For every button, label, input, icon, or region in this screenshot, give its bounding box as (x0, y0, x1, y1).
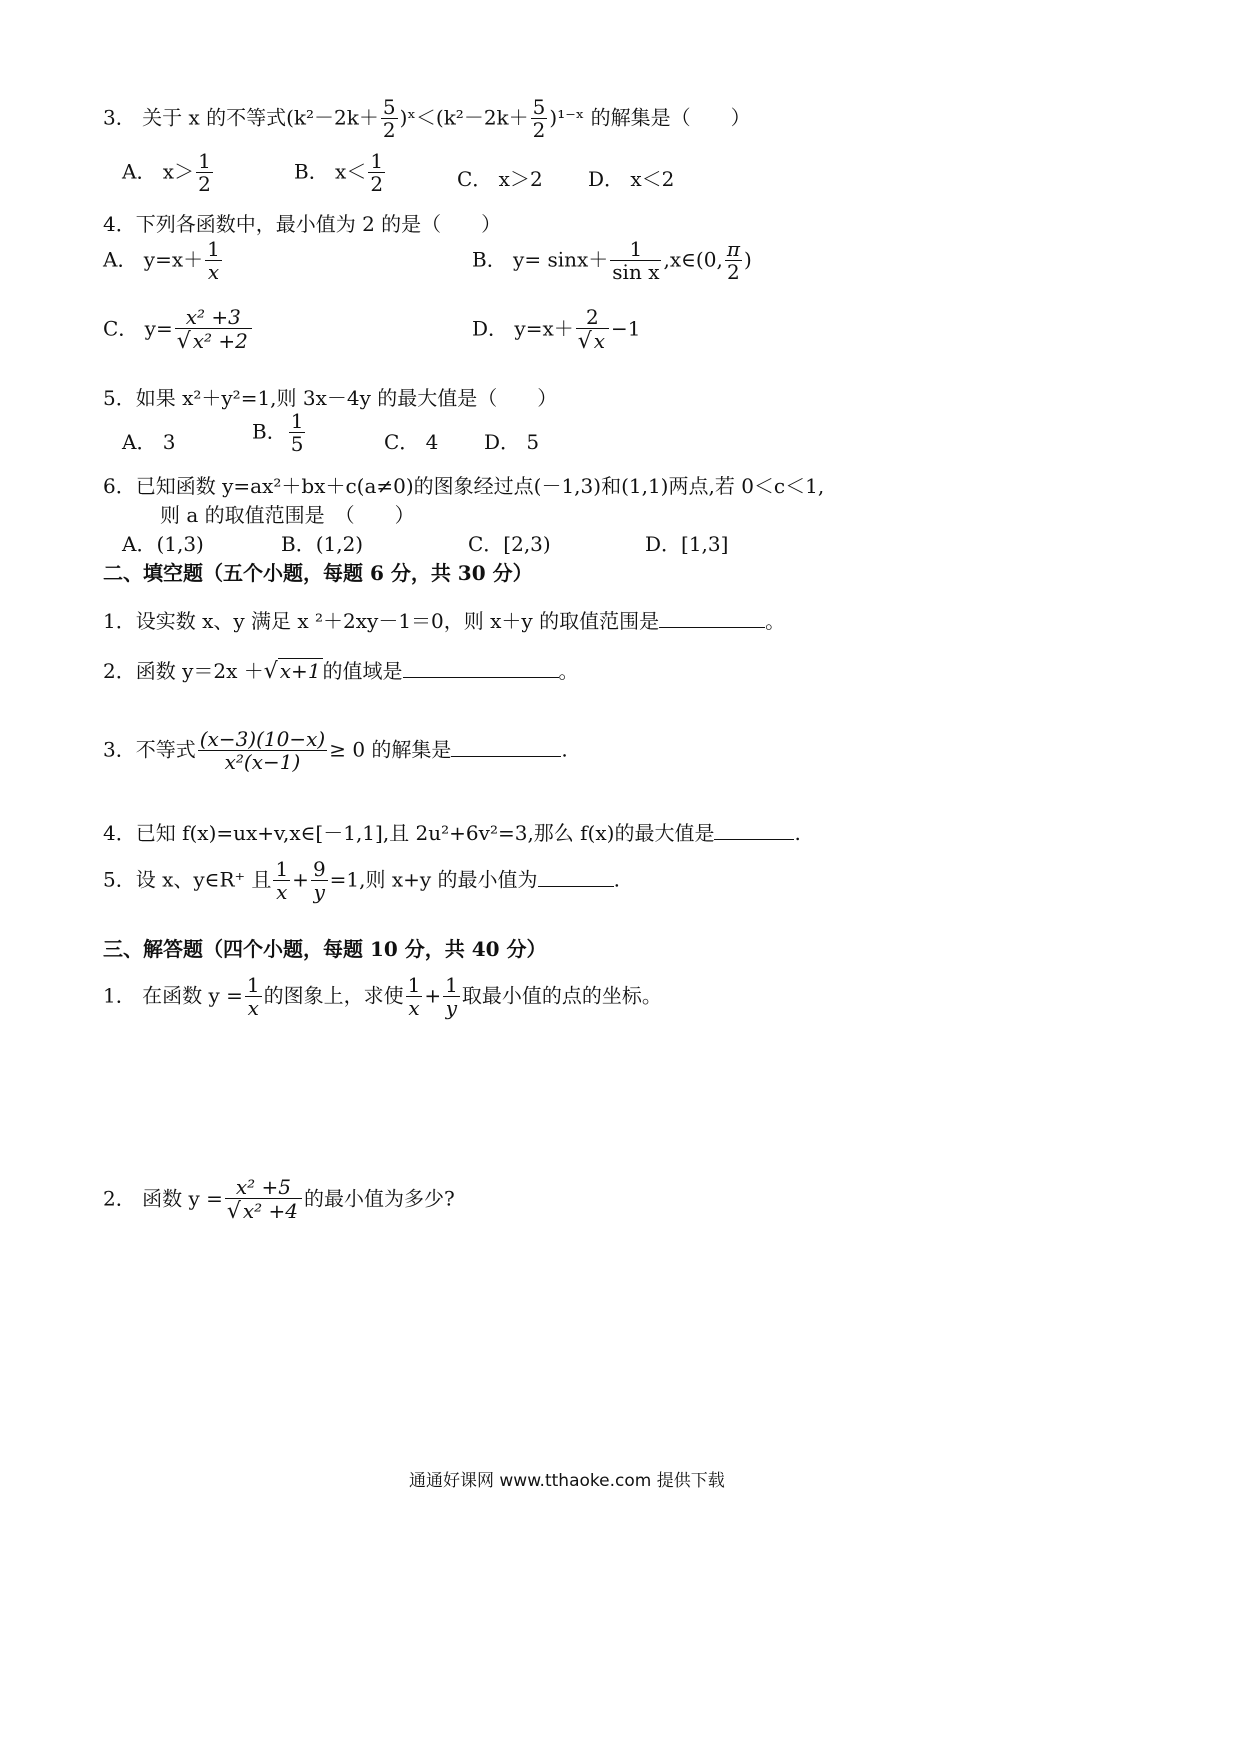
fill-question-4: 4．已知 f(x)=ux+v,x∈[－1,1],且 2u²+6v²=3,那么 f(x)的最大值是 . (103, 821, 801, 845)
section-3-heading: 三、解答题（四个小题，每题 10 分，共 40 分） (103, 937, 547, 961)
question-4-option-a: A． y=x＋ $\frac{1}{x}$ (103, 237, 220, 284)
answer-blank (403, 657, 559, 678)
fraction: $\frac{5}{2}$ (532, 95, 546, 142)
answer-blank (451, 736, 561, 757)
solve-question-1: 1． 在函数 y = $\frac{1}{x}$ 的图象上，求使 $\frac{1}{x}$ + $\frac{1}{y}$ 取最小值的点的坐标。 (103, 973, 662, 1020)
question-3-option-a: A． x＞ $\frac{1}{2}$ (122, 149, 211, 196)
question-5-option-a: A． 3 (122, 430, 176, 454)
question-6-stem-2: 则 a 的取值范围是 （ ） (160, 503, 415, 527)
answer-blank (659, 607, 765, 628)
question-4-option-c: C． y= $\frac{\text{x² +3}}{\text{√ x² +2}}$ (103, 306, 254, 354)
section-2-heading: 二、填空题（五个小题，每题 6 分，共 30 分） (103, 561, 533, 585)
answer-blank (714, 819, 794, 840)
fraction: $\frac{5}{2}$ (382, 95, 396, 142)
question-5-option-d: D． 5 (484, 430, 540, 454)
question-6-option-c: C．[2,3) (468, 532, 551, 556)
question-5-option-c: C． 4 (384, 430, 439, 454)
answer-blank (538, 866, 614, 887)
question-5-option-b: B． $\frac{1}{5}$ (252, 409, 304, 456)
question-3-stem: 3． 关于 x 的不等式(k²－2k＋ $\frac{5}{2}$ )ˣ＜(k²－2k＋ $\frac{5}{2}$ )¹⁻ˣ 的解集是（ ） (103, 95, 751, 142)
question-3-option-c: C． x＞2 (457, 167, 543, 191)
question-4-option-b: B． y= sinx＋ $\frac{1}{\text{sin x}}$ ,x∈(0, $\frac{\pi}{2}$ ) (472, 237, 752, 284)
question-3-option-b: B． x＜ $\frac{1}{2}$ (294, 149, 384, 196)
footer-credit: 通通好课网 www.tthaoke.com 提供下载 (409, 1471, 725, 1491)
question-6-stem: 6．已知函数 y=ax²＋bx＋c(a≠0)的图象经过点(－1,3)和(1,1)两点,若 0＜c＜1, (103, 474, 825, 498)
question-4-option-d: D． y=x＋ $\frac{2}{√ x}$ −1 (472, 305, 641, 354)
question-6-option-d: D．[1,3] (645, 532, 729, 556)
question-6-option-b: B．(1,2) (281, 532, 364, 556)
question-6-option-a: A．(1,3) (122, 532, 204, 556)
fill-question-3: 3．不等式 $\frac{(x-3)(10-x)}{\text{x²(x−1)}}$ ≥ 0 的解集是 . (103, 727, 568, 774)
question-4-stem: 4．下列各函数中，最小值为 2 的是（ ） (103, 212, 502, 236)
question-3-option-d: D． x＜2 (588, 167, 675, 191)
fill-question-5: 5．设 x、y∈R⁺ 且 $\frac{1}{x}$ + $\frac{9}{y}$ =1,则 x+y 的最小值为 . (103, 857, 620, 904)
question-5-stem: 5．如果 x²＋y²=1,则 3x－4y 的最大值是（ ） (103, 386, 558, 410)
fill-question-2: 2．函数 y＝2x ＋√ x+1 的值域是 。 (103, 659, 579, 684)
solve-question-2: 2． 函数 y = $\frac{\text{x² +5}}{\text{√ x² +4}}$ 的最小值为多少? (103, 1175, 455, 1224)
fill-question-1: 1．设实数 x、y 满足 x ²＋2xy－1＝0，则 x＋y 的取值范围是 。 (103, 609, 786, 633)
